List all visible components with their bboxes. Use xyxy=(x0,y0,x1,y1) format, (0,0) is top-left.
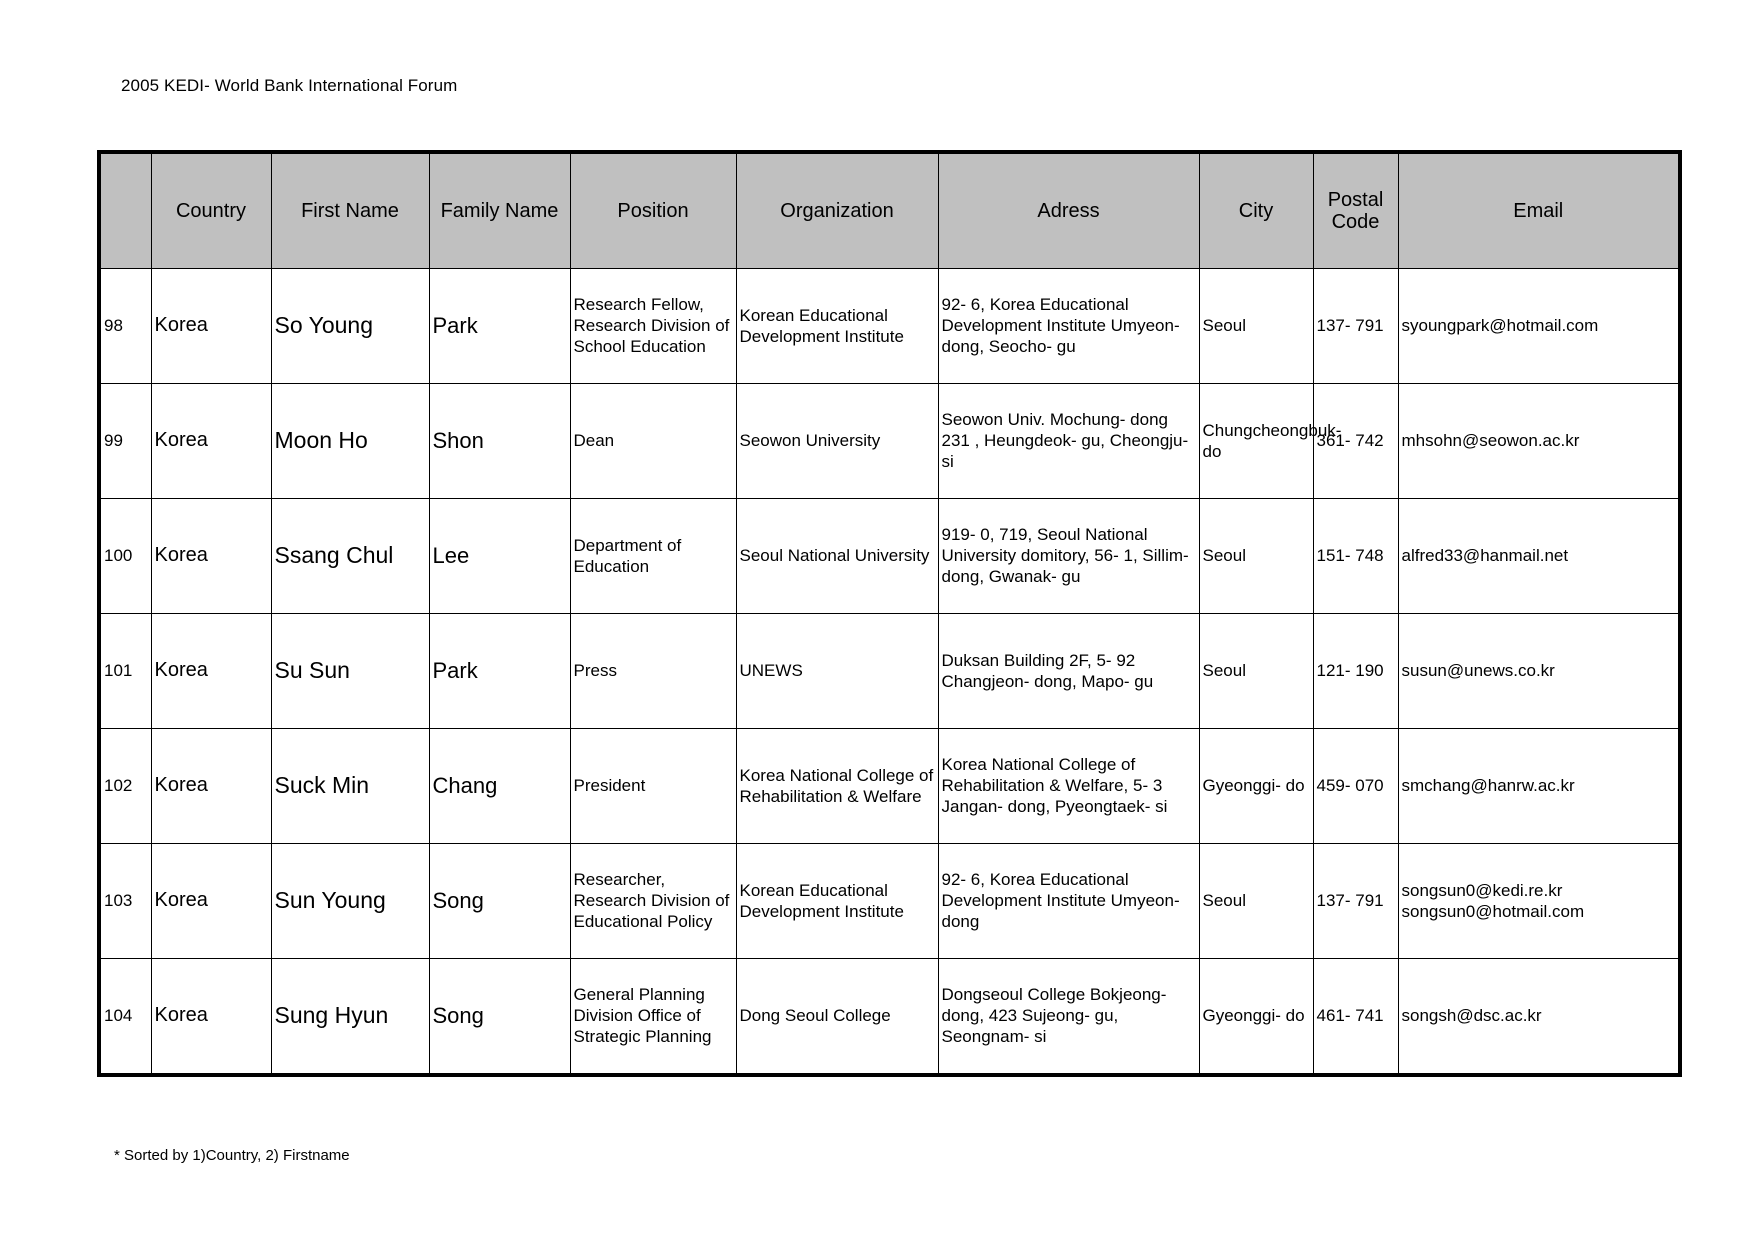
column-header-address: Adress xyxy=(938,154,1199,268)
cell-address: 92- 6, Korea Educational Development Institute Umyeon- dong, Seocho- gu xyxy=(938,268,1199,383)
cell-position: Dean xyxy=(570,383,736,498)
email-address: songsun0@hotmail.com xyxy=(1401,901,1585,921)
cell-address: Duksan Building 2F, 5- 92 Changjeon- dong, Mapo- gu xyxy=(938,613,1199,728)
cell-number: 100 xyxy=(101,498,151,613)
cell-country: Korea xyxy=(151,843,271,958)
cell-family-name: Chang xyxy=(429,728,570,843)
cell-family-name: Song xyxy=(429,843,570,958)
cell-postal-code: 121- 190 xyxy=(1313,613,1398,728)
cell-organization: UNEWS xyxy=(736,613,938,728)
cell-postal-code: 361- 742 xyxy=(1313,383,1398,498)
table-row xyxy=(101,958,1678,1073)
email-address: alfred33@hanmail.net xyxy=(1401,546,1569,565)
cell-number: 104 xyxy=(101,958,151,1073)
email-address: mhsohn@seowon.ac.kr xyxy=(1401,431,1580,450)
table-row xyxy=(101,498,1678,613)
cell-family-name: Park xyxy=(429,268,570,383)
cell-country: Korea xyxy=(151,613,271,728)
cell-address: 919- 0, 719, Seoul National University domitory, 56- 1, Sillim- dong, Gwanak- gu xyxy=(938,498,1199,613)
column-header-organization: Organization xyxy=(736,154,938,268)
cell-family-name: Song xyxy=(429,958,570,1073)
cell-city: Chungcheongbuk- do xyxy=(1199,383,1313,498)
cell-position: Department of Education xyxy=(570,498,736,613)
table-row xyxy=(101,728,1678,843)
cell-city: Seoul xyxy=(1199,268,1313,383)
cell-organization: Dong Seoul College xyxy=(736,958,938,1073)
cell-first-name: So Young xyxy=(271,268,429,383)
cell-number: 98 xyxy=(101,268,151,383)
cell-position: President xyxy=(570,728,736,843)
cell-organization: Korean Educational Development Institute xyxy=(736,843,938,958)
column-header-position: Position xyxy=(570,154,736,268)
cell-city: Seoul xyxy=(1199,613,1313,728)
cell-postal-code: 137- 791 xyxy=(1313,843,1398,958)
cell-organization: Seowon University xyxy=(736,383,938,498)
cell-postal-code: 151- 748 xyxy=(1313,498,1398,613)
table-row xyxy=(101,843,1678,958)
cell-address: Dongseoul College Bokjeong- dong, 423 Sujeong- gu, Seongnam- si xyxy=(938,958,1199,1073)
cell-email xyxy=(1398,728,1678,843)
cell-organization: Korea National College of Rehabilitation & Welfare xyxy=(736,728,938,843)
cell-postal-code: 461- 741 xyxy=(1313,958,1398,1073)
cell-number: 99 xyxy=(101,383,151,498)
cell-number: 102 xyxy=(101,728,151,843)
footnote: * Sorted by 1)Country, 2) Firstname xyxy=(114,1147,350,1164)
participants-table-wrapper xyxy=(97,150,1682,1077)
cell-family-name: Lee xyxy=(429,498,570,613)
cell-city: Seoul xyxy=(1199,843,1313,958)
email-address: smchang@hanrw.ac.kr xyxy=(1401,776,1575,795)
cell-position: Researcher, Research Division of Educational Policy xyxy=(570,843,736,958)
table-row xyxy=(101,383,1678,498)
cell-family-name: Shon xyxy=(429,383,570,498)
header-row xyxy=(101,154,1678,268)
cell-organization: Seoul National University xyxy=(736,498,938,613)
cell-family-name: Park xyxy=(429,613,570,728)
column-header-postal-code: Postal Code xyxy=(1313,154,1398,268)
cell-postal-code: 459- 070 xyxy=(1313,728,1398,843)
column-header-family-name: Family Name xyxy=(429,154,570,268)
table-body xyxy=(101,268,1678,1073)
column-header-country: Country xyxy=(151,154,271,268)
cell-country: Korea xyxy=(151,958,271,1073)
cell-country: Korea xyxy=(151,728,271,843)
cell-email xyxy=(1398,613,1678,728)
cell-city: Gyeonggi- do xyxy=(1199,958,1313,1073)
email-address: songsun0@kedi.re.kr xyxy=(1401,880,1563,900)
cell-country: Korea xyxy=(151,383,271,498)
cell-email xyxy=(1398,958,1678,1073)
cell-position: Research Fellow, Research Division of School Education xyxy=(570,268,736,383)
cell-number: 101 xyxy=(101,613,151,728)
cell-email xyxy=(1398,498,1678,613)
cell-organization: Korean Educational Development Institute xyxy=(736,268,938,383)
cell-position: General Planning Division Office of Strategic Planning xyxy=(570,958,736,1073)
table-row xyxy=(101,268,1678,383)
cell-first-name: Su Sun xyxy=(271,613,429,728)
email-address: syoungpark@hotmail.com xyxy=(1401,316,1599,335)
cell-first-name: Moon Ho xyxy=(271,383,429,498)
cell-first-name: Sung Hyun xyxy=(271,958,429,1073)
cell-city: Seoul xyxy=(1199,498,1313,613)
cell-country: Korea xyxy=(151,498,271,613)
column-header-first-name: First Name xyxy=(271,154,429,268)
column-header-city: City xyxy=(1199,154,1313,268)
email-address: songsh@dsc.ac.kr xyxy=(1401,1006,1542,1026)
column-header-number xyxy=(101,154,151,268)
email-address: susun@unews.co.kr xyxy=(1401,661,1555,680)
cell-position: Press xyxy=(570,613,736,728)
cell-address: Seowon Univ. Mochung- dong 231 , Heungdeok- gu, Cheongju- si xyxy=(938,383,1199,498)
cell-address: Korea National College of Rehabilitation & Welfare, 5- 3 Jangan- dong, Pyeongtaek- si xyxy=(938,728,1199,843)
cell-first-name: Sun Young xyxy=(271,843,429,958)
cell-country: Korea xyxy=(151,268,271,383)
cell-email xyxy=(1398,383,1678,498)
cell-number: 103 xyxy=(101,843,151,958)
cell-city: Gyeonggi- do xyxy=(1199,728,1313,843)
cell-postal-code: 137- 791 xyxy=(1313,268,1398,383)
cell-address: 92- 6, Korea Educational Development Institute Umyeon- dong xyxy=(938,843,1199,958)
cell-first-name: Suck Min xyxy=(271,728,429,843)
participants-table xyxy=(101,154,1678,1073)
cell-email xyxy=(1398,843,1678,958)
cell-email xyxy=(1398,268,1678,383)
cell-first-name: Ssang Chul xyxy=(271,498,429,613)
table-row xyxy=(101,613,1678,728)
column-header-email: Email xyxy=(1398,154,1678,268)
page-header-title: 2005 KEDI- World Bank International Forum xyxy=(121,76,458,95)
